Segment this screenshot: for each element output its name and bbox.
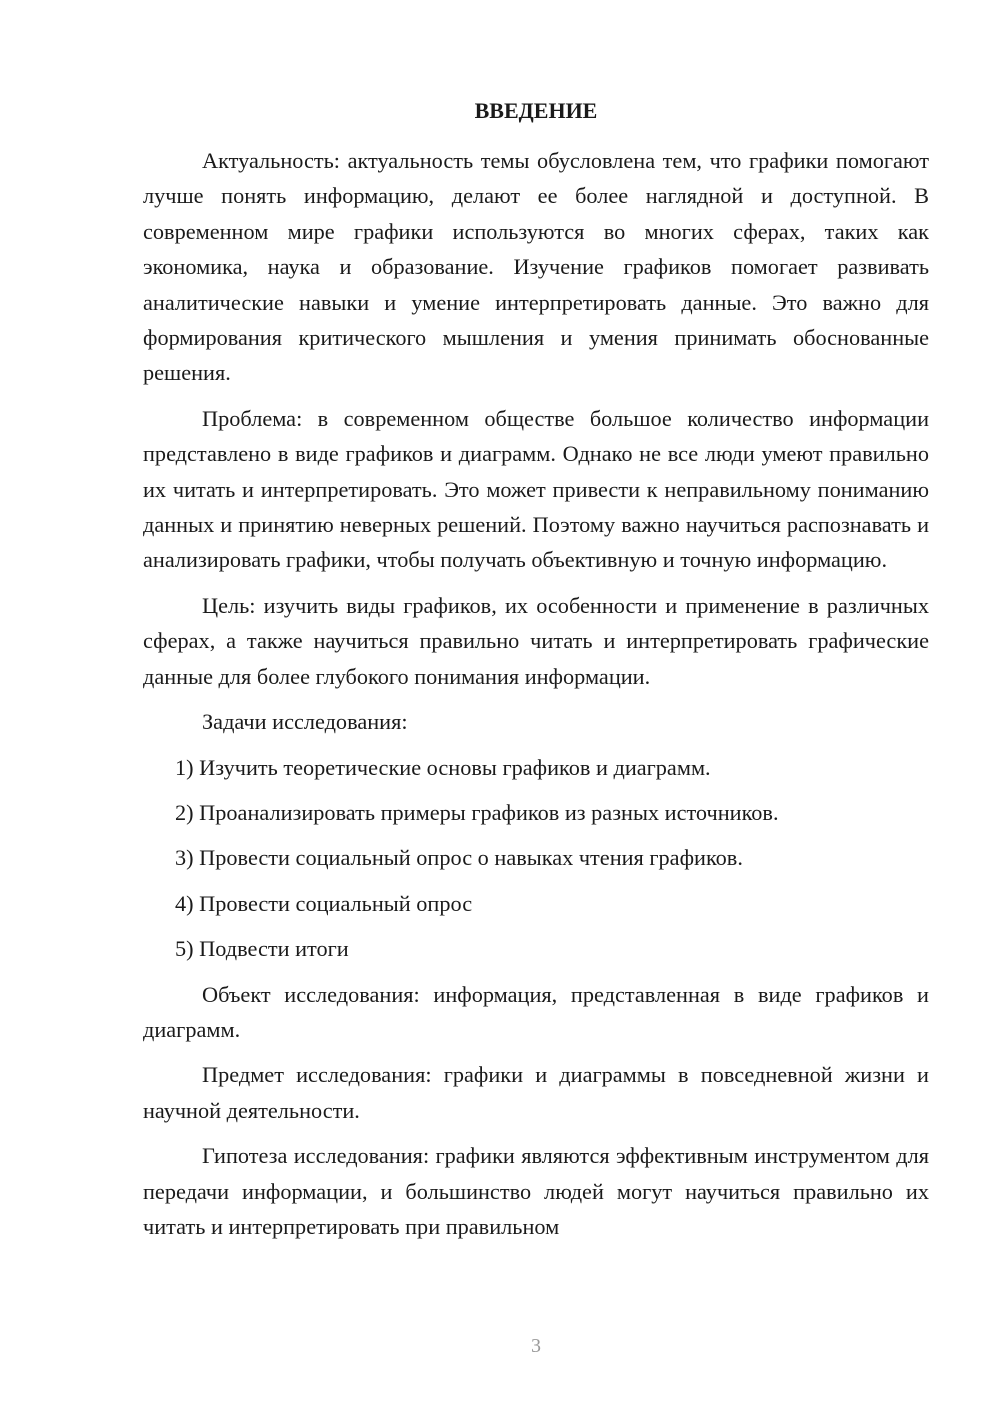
body-text [143,143,929,1254]
list-item: 4) Провести социальный опрос [175,890,473,916]
tasks-heading: Задачи исследования: [202,709,408,735]
paragraph-object: Объект исследования: информация, представленная в виде графиков и диаграмм. [143,981,929,1042]
list-item: 1) Изучить теоретические основы графиков и диаграмм. [175,754,711,780]
page-title: ВВЕДЕНИЕ [474,98,598,123]
list-item: 2) Проанализировать примеры графиков из разных источников. [175,799,779,825]
paragraph-subject: Предмет исследования: графики и диаграммы в повседневной жизни и научной деятельности. [143,1062,929,1123]
list-item: 3) Провести социальный опрос о навыках чтения графиков. [175,845,743,871]
paragraph-goal: Цель: изучить виды графиков, их особенности и применение в различных сферах, а также научиться правильно читать и интерпретировать графические данные для более глубокого понимания информации. [143,592,929,689]
paragraph-relevance: Актуальность: актуальность темы обусловлена тем, что графики помогают лучше понять информацию, делают ее более наглядной и доступной. В современном мире графики используются во многих сферах, таких как экономика, наука и образование. Изучение графиков помогает развивать аналитические навыки и умение интерпретировать данные. Это важно для формирования критического мышления и умения принимать обоснованные решения. [143,148,929,386]
page-number: 3 [531,1335,541,1357]
paragraph-problem: Проблема: в современном обществе большое количество информации представлено в виде графиков и диаграмм. Однако не все люди умеют правильно их читать и интерпретировать. Это может привести к неправильному пониманию данных и принятию неверных решений. Поэтому важно научиться распознавать и анализировать графики, чтобы получать объективную и точную информацию. [143,405,929,573]
paragraph-hypothesis: Гипотеза исследования: графики являются эффективным инструментом для передачи информации, и большинство людей могут научиться правильно их читать и интерпретировать при правильном [143,1143,929,1239]
tasks-list [143,750,929,967]
list-item: 5) Подвести итоги [175,936,349,962]
